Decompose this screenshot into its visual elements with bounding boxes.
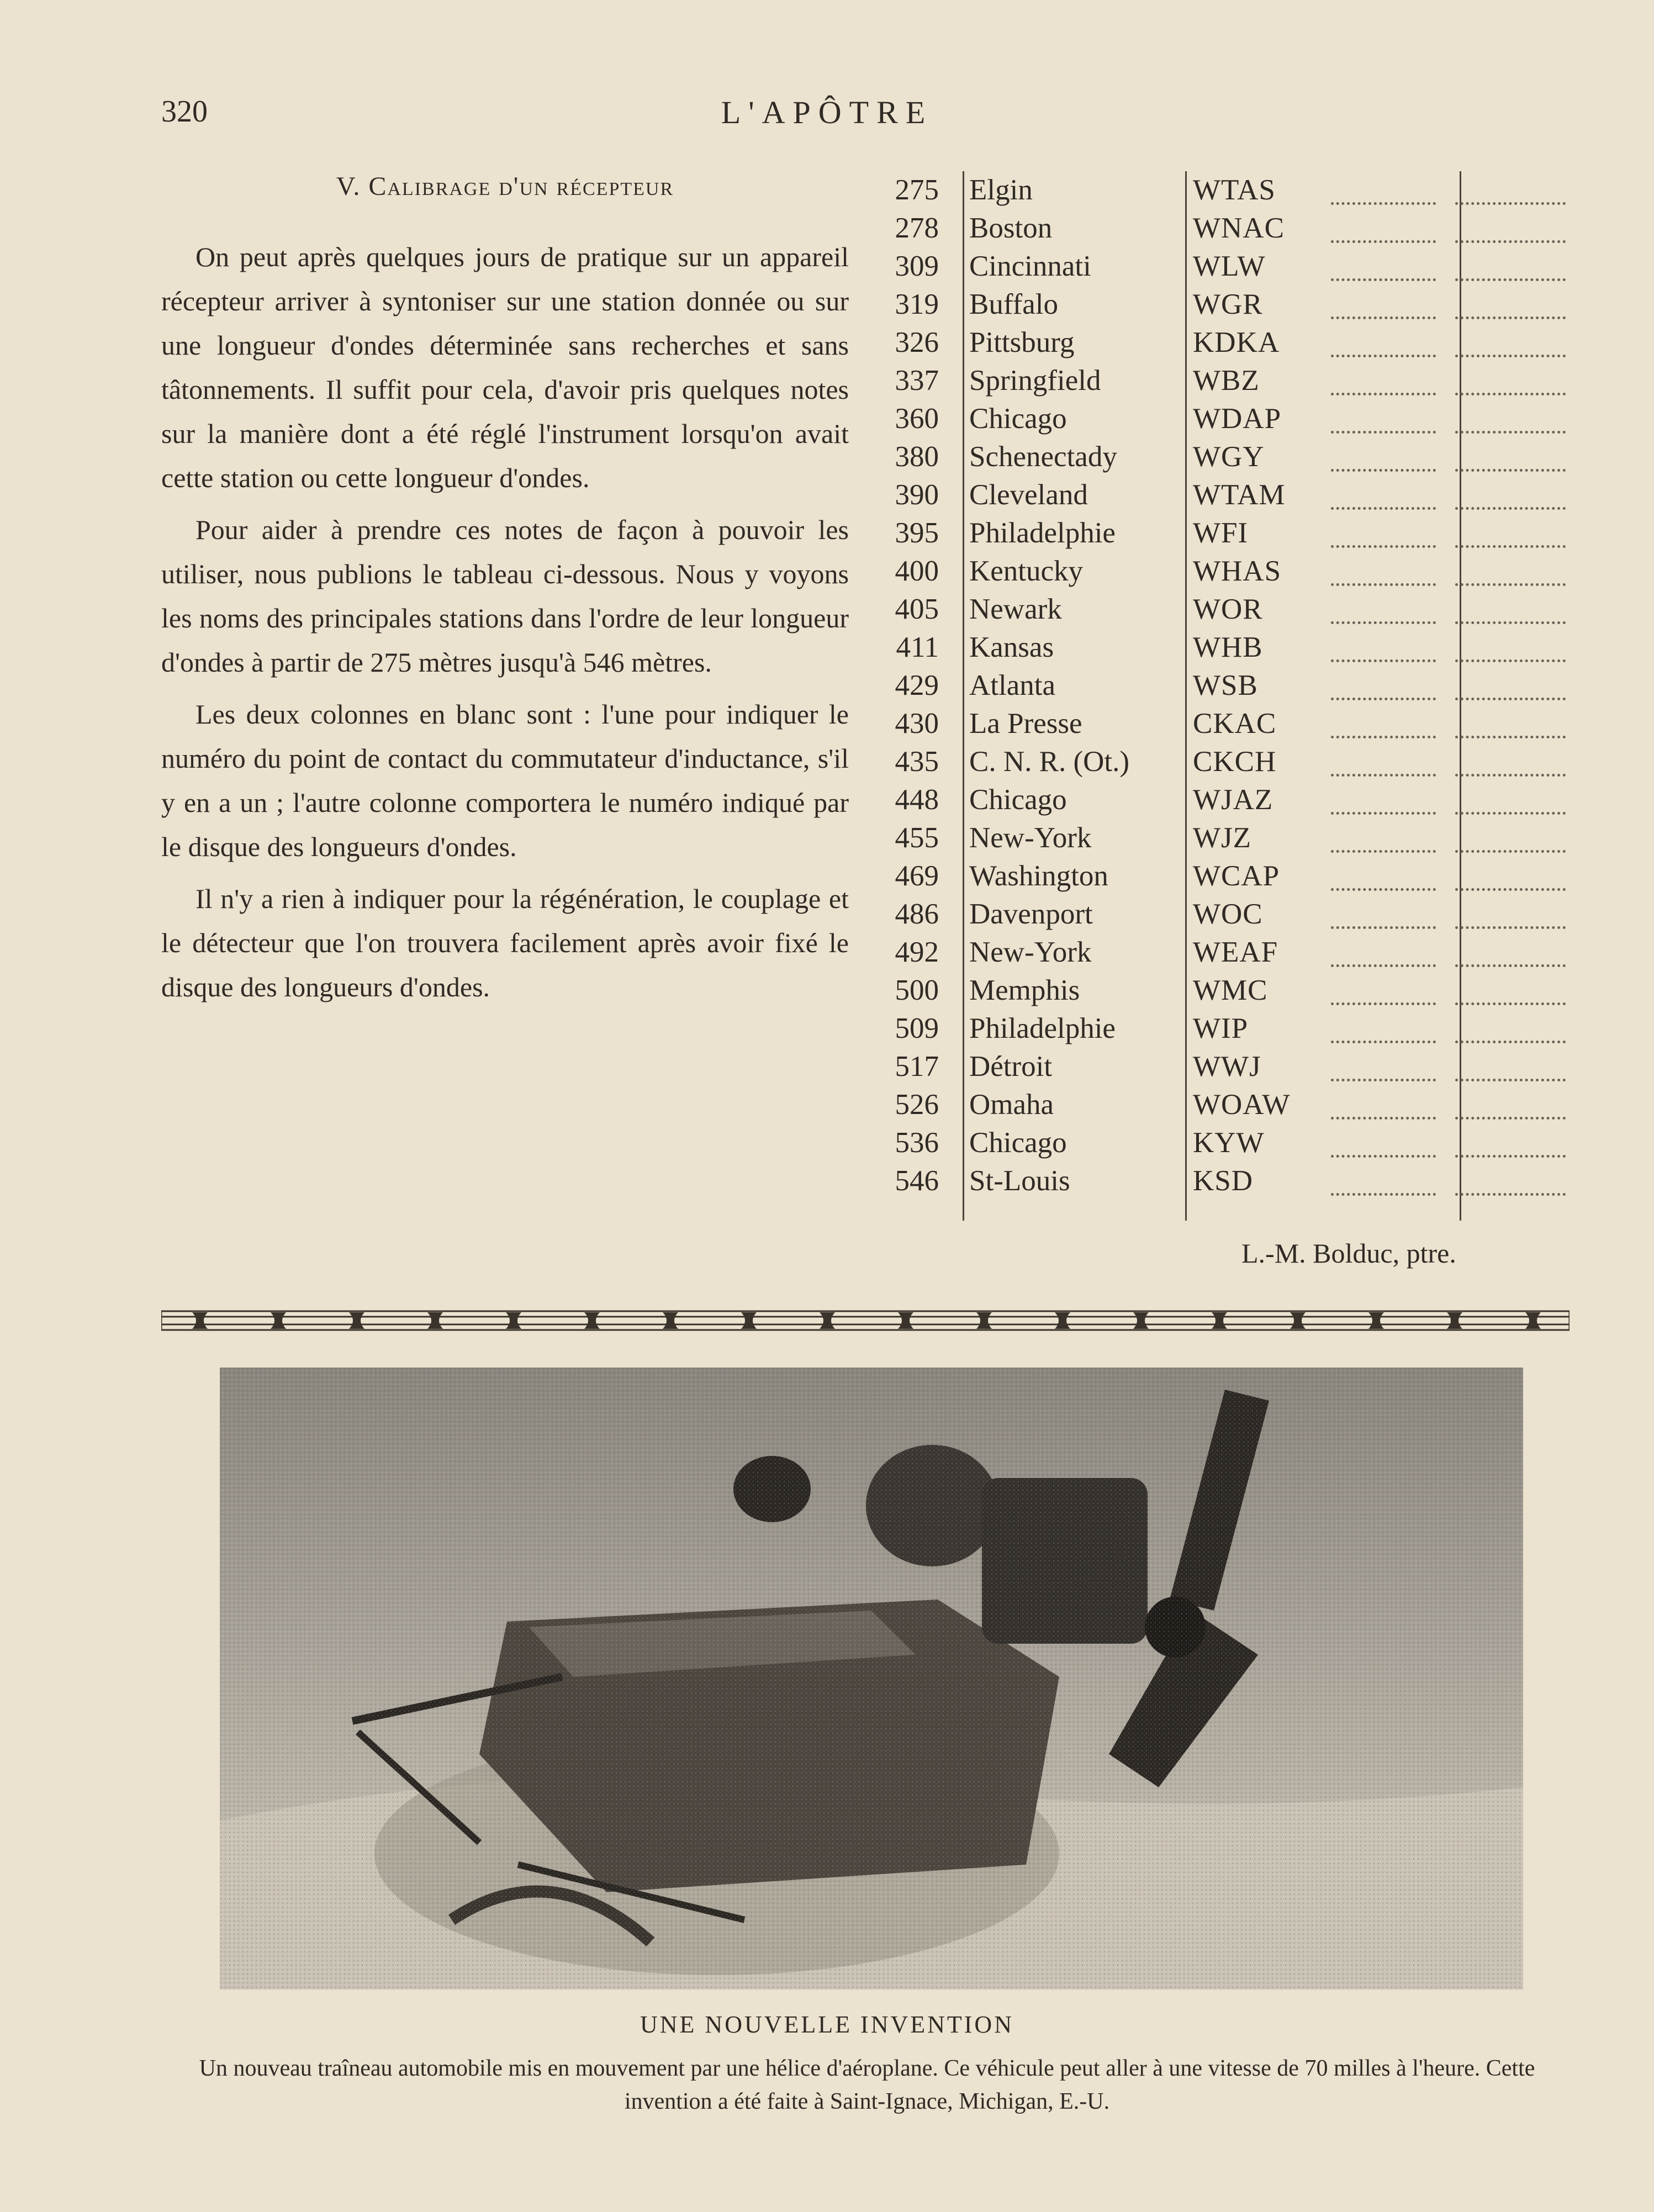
blank-column-contact (1331, 881, 1436, 891)
table-row (878, 1010, 1574, 1048)
wavelength-cell: 435 (895, 746, 939, 778)
call-sign-cell: WJAZ (1193, 784, 1273, 816)
city-cell: Springfield (969, 365, 1101, 397)
city-cell: Davenport (969, 898, 1093, 930)
call-sign-cell: WCAP (1193, 860, 1280, 892)
wavelength-cell: 309 (895, 250, 939, 282)
call-sign-cell: WTAM (1193, 479, 1286, 511)
divider-ornament (741, 1312, 757, 1329)
blank-column-contact (1331, 500, 1436, 510)
table-row (878, 362, 1574, 400)
wavelength-cell: 400 (895, 555, 939, 587)
blank-column-contact (1331, 348, 1436, 357)
call-sign-cell: WNAC (1193, 212, 1285, 244)
call-sign-cell: WGR (1193, 288, 1263, 320)
blank-column-dial (1455, 996, 1566, 1005)
blank-column-dial (1455, 500, 1566, 510)
city-cell: C. N. R. (Ot.) (969, 746, 1130, 778)
blank-column-contact (1331, 196, 1436, 205)
call-sign-cell: WFI (1193, 517, 1249, 549)
blank-column-contact (1331, 996, 1436, 1005)
blank-column-contact (1331, 462, 1436, 472)
blank-column-contact (1331, 272, 1436, 281)
divider-ornament (271, 1312, 286, 1329)
blank-column-dial (1455, 348, 1566, 357)
blank-column-dial (1455, 958, 1566, 967)
table-row (878, 476, 1574, 514)
city-cell: Cincinnati (969, 250, 1091, 282)
table-row (878, 781, 1574, 819)
call-sign-cell: WOAW (1193, 1089, 1291, 1121)
table-row (878, 247, 1574, 286)
city-cell: Pittsburg (969, 326, 1075, 358)
blank-column-dial (1455, 424, 1566, 434)
wavelength-cell: 500 (895, 974, 939, 1006)
table-row (878, 667, 1574, 705)
blank-column-contact (1331, 1072, 1436, 1081)
table-row (878, 895, 1574, 933)
divider-ornament (1368, 1312, 1384, 1329)
table-row (878, 1162, 1574, 1200)
running-head: L'APÔTRE (721, 94, 933, 130)
article-paragraph: Pour aider à prendre ces notes de façon à pouvoir les utiliser, nous publions le tableau ci-dessous. Nous y voyons les noms des principales stations dans l'ordre de leur longueur d'ondes à partir de 275 mètres jusqu'à 546 mètres. (161, 514, 849, 678)
blank-column-contact (1331, 843, 1436, 853)
page-number: 320 (161, 94, 208, 129)
wavelength-cell: 405 (895, 593, 939, 625)
call-sign-cell: WLW (1193, 250, 1266, 282)
wavelength-cell: 455 (895, 822, 939, 854)
city-cell: Atlanta (969, 669, 1055, 701)
article-column (161, 171, 849, 1017)
blank-column-dial (1455, 1034, 1566, 1043)
divider-ornament (192, 1312, 208, 1329)
divider-ornament (1055, 1312, 1070, 1329)
blank-column-dial (1455, 234, 1566, 243)
blank-column-dial (1455, 462, 1566, 472)
divider-ornament (820, 1312, 835, 1329)
call-sign-cell: WDAP (1193, 403, 1282, 435)
city-cell: Newark (969, 593, 1062, 625)
city-cell: Philadelphie (969, 1012, 1116, 1044)
call-sign-cell: WSB (1193, 669, 1258, 701)
city-cell: Philadelphie (969, 517, 1116, 549)
call-sign-cell: WOR (1193, 593, 1263, 625)
city-cell: Kentucky (969, 555, 1084, 587)
blank-column-dial (1455, 196, 1566, 205)
table-row (878, 933, 1574, 972)
blank-column-dial (1455, 920, 1566, 929)
article-paragraph: On peut après quelques jours de pratique sur un appareil récepteur arriver à syntoniser sur une station donnée ou sur une longueur d'ondes déterminée sans recherches et sans tâtonnements. Il suffit pour cela, d'avoir pris quelques notes sur la manière dont a été réglé l'instrument lorsqu'on avait cette station ou cette longueur d'ondes. (161, 241, 849, 493)
blank-column-contact (1331, 1148, 1436, 1158)
wavelength-cell: 429 (895, 669, 939, 701)
article-paragraph: Il n'y a rien à indiquer pour la régénération, le couplage et le détecteur que l'on trouvera facilement après avoir fixé le disque des longueurs d'ondes. (161, 883, 849, 1002)
table-row (878, 514, 1574, 552)
divider-ornament (349, 1312, 364, 1329)
blank-column-contact (1331, 424, 1436, 434)
table-row (878, 590, 1574, 629)
blank-column-contact (1331, 958, 1436, 967)
blank-column-dial (1455, 577, 1566, 586)
wavelength-cell: 275 (895, 174, 939, 206)
wavelength-cell: 546 (895, 1165, 939, 1197)
table-row (878, 286, 1574, 324)
call-sign-cell: WMC (1193, 974, 1268, 1006)
city-cell: Chicago (969, 403, 1067, 435)
wavelength-cell: 486 (895, 898, 939, 930)
blank-column-dial (1455, 272, 1566, 281)
call-sign-cell: WEAF (1193, 936, 1278, 968)
city-cell: Washington (969, 860, 1108, 892)
city-cell: Boston (969, 212, 1053, 244)
blank-column-dial (1455, 615, 1566, 624)
table-row (878, 972, 1574, 1010)
blank-column-contact (1331, 653, 1436, 662)
table-row (878, 857, 1574, 895)
station-table (878, 171, 1574, 1200)
call-sign-cell: KDKA (1193, 326, 1280, 358)
blank-column-dial (1455, 1186, 1566, 1196)
call-sign-cell: KSD (1193, 1165, 1254, 1197)
city-cell: Elgin (969, 174, 1033, 206)
city-cell: Schenectady (969, 441, 1117, 473)
table-row (878, 1086, 1574, 1124)
table-row (878, 171, 1574, 209)
blank-column-dial (1455, 805, 1566, 815)
wavelength-cell: 430 (895, 708, 939, 740)
wavelength-cell: 380 (895, 441, 939, 473)
table-row (878, 552, 1574, 590)
call-sign-cell: WOC (1193, 898, 1263, 930)
city-cell: Omaha (969, 1089, 1054, 1121)
divider-ornament (1525, 1312, 1541, 1329)
wavelength-cell: 448 (895, 784, 939, 816)
wavelength-cell: 536 (895, 1127, 939, 1159)
section-heading: V. Calibrage d'un récepteur (336, 172, 674, 201)
blank-column-dial (1455, 843, 1566, 853)
city-cell: La Presse (969, 708, 1082, 740)
city-cell: Chicago (969, 784, 1067, 816)
divider-ornament (976, 1312, 992, 1329)
table-row (878, 438, 1574, 476)
blank-column-dial (1455, 539, 1566, 548)
divider-ornament (663, 1312, 678, 1329)
blank-column-dial (1455, 310, 1566, 319)
blank-column-dial (1455, 881, 1566, 891)
wavelength-cell: 360 (895, 403, 939, 435)
blank-column-dial (1455, 1110, 1566, 1120)
divider-ornament (1447, 1312, 1462, 1329)
blank-column-contact (1331, 920, 1436, 929)
city-cell: Memphis (969, 974, 1080, 1006)
divider-ornament (1212, 1312, 1227, 1329)
table-row (878, 400, 1574, 438)
blank-column-contact (1331, 1110, 1436, 1120)
blank-column-contact (1331, 386, 1436, 395)
call-sign-cell: CKAC (1193, 708, 1277, 740)
wavelength-cell: 411 (896, 631, 939, 663)
call-sign-cell: WBZ (1193, 365, 1260, 397)
wavelength-cell: 469 (895, 860, 939, 892)
blank-column-contact (1331, 691, 1436, 700)
blank-column-contact (1331, 234, 1436, 243)
wavelength-cell: 517 (895, 1050, 939, 1083)
divider-ornament (898, 1312, 913, 1329)
blank-column-contact (1331, 767, 1436, 777)
divider-ornament (1290, 1312, 1306, 1329)
table-row (878, 629, 1574, 667)
figure-title: UNE NOUVELLE INVENTION (640, 2011, 1014, 2038)
blank-column-contact (1331, 615, 1436, 624)
ornamental-divider (161, 1308, 1570, 1333)
table-row (878, 705, 1574, 743)
wavelength-cell: 319 (895, 288, 939, 320)
city-cell: New-York (969, 822, 1092, 854)
blank-column-contact (1331, 729, 1436, 738)
call-sign-cell: WWJ (1193, 1050, 1261, 1083)
call-sign-cell: WHB (1193, 631, 1263, 663)
blank-column-contact (1331, 805, 1436, 815)
figure-caption: Un nouveau traîneau automobile mis en mouvement par une hélice d'aéroplane. Ce véhicule peut aller à une vitesse de 70 milles à l'heure. Cette invention a été faite à Saint-Ignace, Michigan, E.-U. (199, 2056, 1535, 2114)
call-sign-cell: WTAS (1193, 174, 1276, 206)
wavelength-cell: 278 (895, 212, 939, 244)
table-row (878, 743, 1574, 781)
city-cell: Kansas (969, 631, 1054, 663)
blank-column-dial (1455, 767, 1566, 777)
blank-column-dial (1455, 386, 1566, 395)
city-cell: Détroit (969, 1050, 1053, 1083)
city-cell: Buffalo (969, 288, 1058, 320)
call-sign-cell: WHAS (1193, 555, 1282, 587)
blank-column-dial (1455, 653, 1566, 662)
call-sign-cell: WGY (1193, 441, 1265, 473)
city-cell: Chicago (969, 1127, 1067, 1159)
call-sign-cell: WJZ (1193, 822, 1252, 854)
call-sign-cell: WIP (1193, 1012, 1249, 1044)
table-row (878, 209, 1574, 247)
divider-ornament (427, 1312, 443, 1329)
sled-photograph (220, 1368, 1523, 1989)
blank-column-contact (1331, 577, 1436, 586)
wavelength-cell: 395 (895, 517, 939, 549)
blank-column-contact (1331, 539, 1436, 548)
city-cell: Cleveland (969, 479, 1088, 511)
table-row (878, 1124, 1574, 1162)
table-row (878, 819, 1574, 857)
wavelength-cell: 337 (895, 365, 939, 397)
article-paragraph: Les deux colonnes en blanc sont : l'une pour indiquer le numéro du point de contact du commutateur d'inductance, s'il y en a un ; l'autre colonne comportera le numéro indiqué par le disque des longueurs d'ondes. (161, 699, 849, 862)
wavelength-cell: 526 (895, 1089, 939, 1121)
divider-ornament (584, 1312, 600, 1329)
blank-column-contact (1331, 310, 1436, 319)
author-signature: L.-M. Bolduc, ptre. (1241, 1238, 1456, 1269)
city-cell: New-York (969, 936, 1092, 968)
wavelength-cell: 390 (895, 479, 939, 511)
blank-column-dial (1455, 691, 1566, 700)
blank-column-dial (1455, 1072, 1566, 1081)
table-row (878, 324, 1574, 362)
wavelength-cell: 326 (895, 326, 939, 358)
divider-ornament (1133, 1312, 1149, 1329)
blank-column-contact (1331, 1186, 1436, 1196)
table-row (878, 1048, 1574, 1086)
blank-column-contact (1331, 1034, 1436, 1043)
wavelength-cell: 509 (895, 1012, 939, 1044)
blank-column-dial (1455, 1148, 1566, 1158)
call-sign-cell: CKCH (1193, 746, 1277, 778)
divider-ornament (506, 1312, 521, 1329)
blank-column-dial (1455, 729, 1566, 738)
call-sign-cell: KYW (1193, 1127, 1265, 1159)
wavelength-cell: 492 (895, 936, 939, 968)
city-cell: St-Louis (969, 1165, 1070, 1197)
